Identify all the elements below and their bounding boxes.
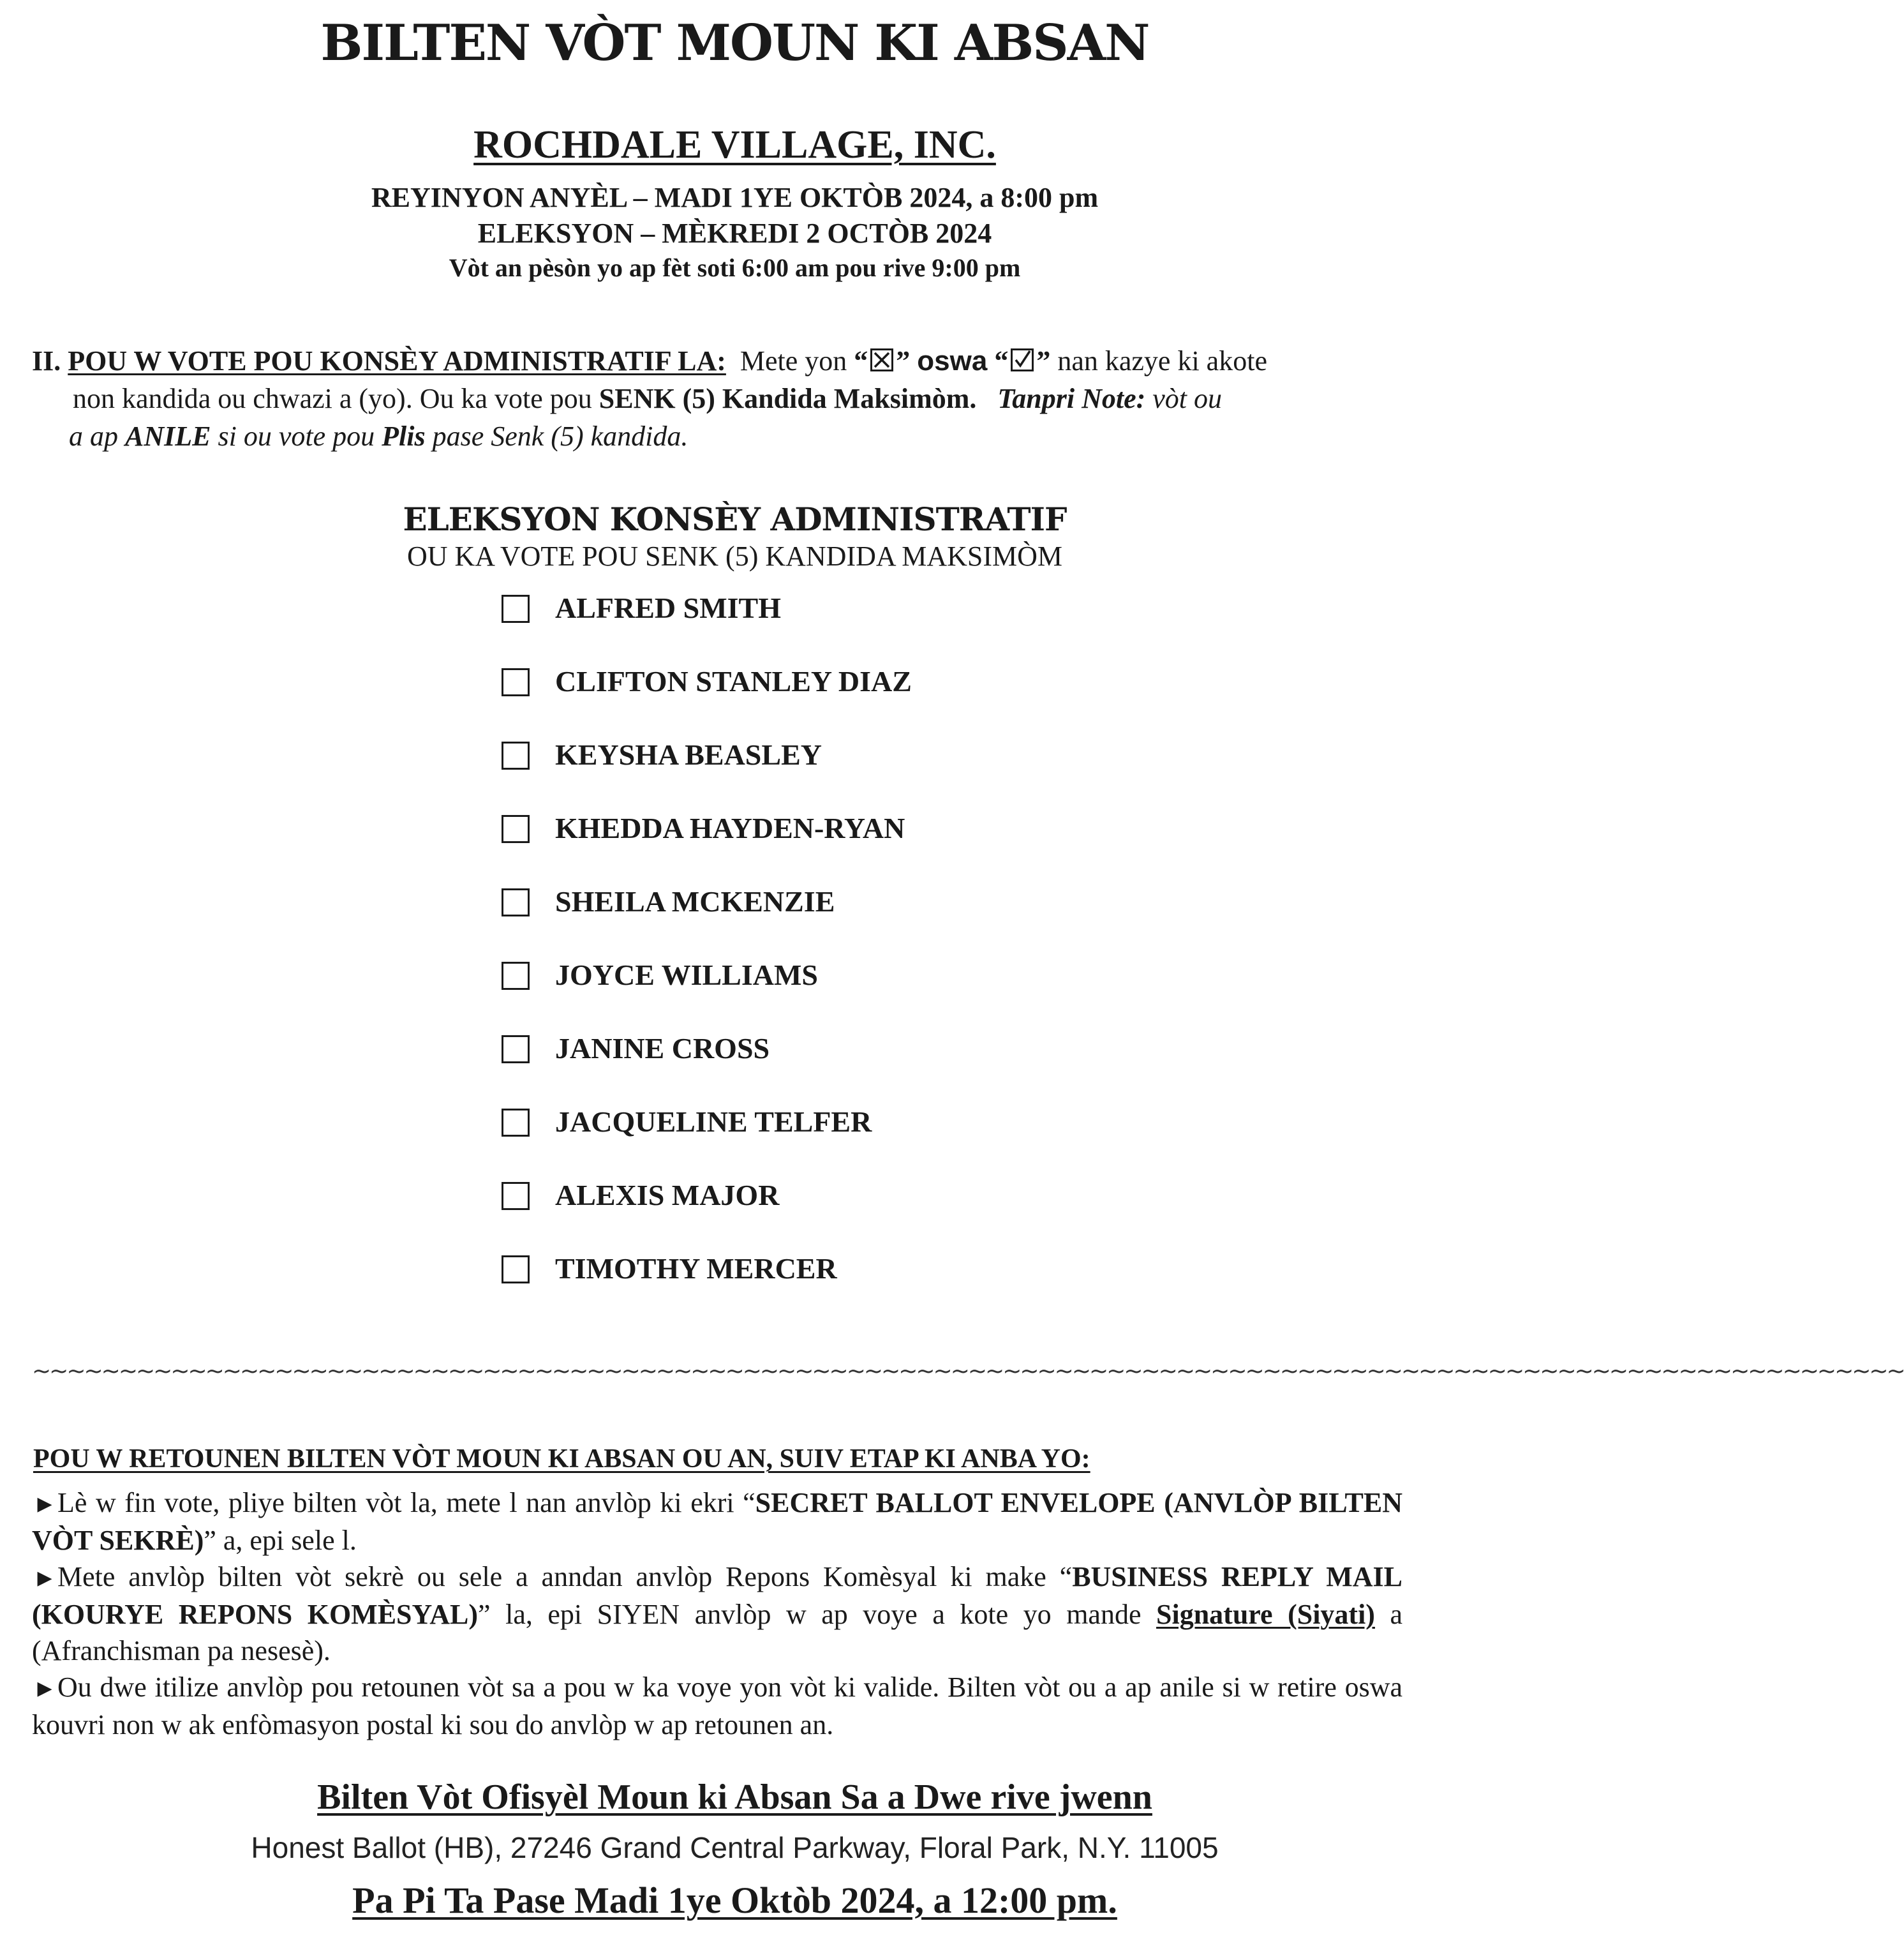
note-text-b: si ou vote pou [218, 421, 375, 452]
check-mark-icon [1011, 348, 1034, 371]
return-step-2 [32, 1559, 1402, 1669]
voting-instructions: II. POU W VOTE POU KONSÈY ADMINISTRATIF LA: Mete yon “ ” oswa “ ” nan kazye ki akote non kandida ou chwazi a (yo). Ou ka vote pou SENK (5) Kandida Maksimòm. Tanpri Note: vòt ou a ap ANILE si ou vote pou Plis pase Senk (5) kandida. [32, 345, 1267, 452]
candidate-checkbox[interactable] [502, 1035, 530, 1063]
step1-end: ” a, epi sele l. [204, 1525, 357, 1556]
organization-name: ROCHDALE VILLAGE, INC. [473, 123, 996, 167]
note-label: Tanpri Note: [997, 383, 1146, 414]
note-plis: Plis [382, 421, 426, 452]
note-anile: ANILE [125, 421, 211, 452]
return-step-1 [32, 1484, 1402, 1559]
step2-end: a (Afranchisman pa nesesè). [32, 1599, 1403, 1666]
candidate-checkbox[interactable] [502, 595, 530, 623]
step1-bold: SECRET BALLOT ENVELOPE (ANVLÒP BILTEN VÒT SEKRÈ) [32, 1487, 1402, 1556]
return-step-3 [32, 1669, 1402, 1743]
ballot-title: BILTEN VÒT MOUN KI ABSAN [320, 14, 1149, 72]
candidate-name: SHEILA MCKENZIE [555, 885, 835, 918]
candidate-checkbox[interactable] [502, 1182, 530, 1210]
candidate-name: JOYCE WILLIAMS [555, 959, 818, 991]
footer-title: Bilten Vòt Ofisyèl Moun ki Absan Sa a Dwe rive jwenn [317, 1777, 1152, 1817]
candidate-name: TIMOTHY MERCER [555, 1252, 837, 1285]
max-candidates: SENK (5) Kandida Maksimòm. [599, 383, 977, 414]
candidate-checkbox[interactable] [502, 742, 530, 770]
step3-text: Ou dwe itilize anvlòp pou retounen vòt sa a pou w ka voye yon vòt ki valide. Bilten vòt ou a ap anile si w retire oswa kouvri non w ak enfòmasyon postal ki sou do anvlòp w ap retounen an. [32, 1671, 1402, 1740]
candidate-checkbox[interactable] [502, 962, 530, 990]
instructions-text: Mete yon [740, 345, 847, 377]
instructions-line2: non kandida ou chwazi a (yo). Ou ka vote pou [73, 383, 592, 414]
step2-bold: BUSINESS REPLY MAIL (KOURYE REPONS KOMÈSYAL) [32, 1561, 1402, 1630]
footer-address: Honest Ballot (HB), 27246 Grand Central Parkway, Floral Park, N.Y. 11005 [251, 1831, 1219, 1864]
note-text: vòt ou [1152, 383, 1223, 414]
instructions-heading: POU W VOTE POU KONSÈY ADMINISTRATIF LA: [68, 345, 726, 377]
election-date: ELEKSYON – MÈKREDI 2 OCTÒB 2024 [477, 218, 992, 249]
candidate-name: ALFRED SMITH [555, 592, 781, 624]
candidate-checkbox[interactable] [502, 668, 530, 696]
arrow-right-icon: ▶ [37, 1567, 52, 1589]
step2-signature: Signature (Siyati) [1156, 1599, 1375, 1630]
tilde-divider: ~~~~~~~~~~~~~~~~~~~~~~~~~~~~~~~~~~~~~~~~~~~~~~~~~~~~~~~~~~~~~~~~~~~~~~~~~~~~~~~~~~~~~~~~~~~~~~~~~~~~~~~~~~~~ [32, 1358, 1904, 1384]
arrow-right-icon: ▶ [37, 1493, 52, 1515]
note-text-c: pase Senk (5) kandida. [432, 421, 688, 452]
return-instructions-heading: POU W RETOUNEN BILTEN VÒT MOUN KI ABSAN OU AN, SUIV ETAP KI ANBA YO: [33, 1444, 1090, 1474]
candidate-name: CLIFTON STANLEY DIAZ [555, 665, 912, 698]
candidate-checkbox[interactable] [502, 815, 530, 843]
return-steps [32, 1484, 1402, 1743]
step1-text: Lè w fin vote, pliye bilten vòt la, mete l nan anvlòp ki ekri “ [57, 1487, 755, 1518]
candidate-name: KEYSHA BEASLEY [555, 738, 822, 771]
ballot-section-title: ELEKSYON KONSÈY ADMINISTRATIF [403, 500, 1067, 538]
step2-mid: ” la, epi SIYEN anvlòp w ap voye a kote yo mande [478, 1599, 1142, 1630]
footer-deadline: Pa Pi Ta Pase Madi 1ye Oktòb 2024, a 12:00 pm. [352, 1880, 1117, 1921]
candidate-name: KHEDDA HAYDEN-RYAN [555, 812, 905, 844]
arrow-right-icon: ▶ [37, 1677, 52, 1700]
section-number: II. [32, 345, 61, 377]
meeting-date: REYINYON ANYÈL – MADI 1YE OKTÒB 2024, a 8:00 pm [371, 182, 1099, 213]
candidate-checkbox[interactable] [502, 1109, 530, 1137]
x-mark-icon [870, 348, 893, 371]
note-text-a: a ap [69, 421, 118, 452]
candidate-name: JACQUELINE TELFER [555, 1105, 872, 1138]
ballot-section-subtitle: OU KA VOTE POU SENK (5) KANDIDA MAKSIMÒM [406, 541, 1063, 572]
voting-hours: Vòt an pèsòn yo ap fèt soti 6:00 am pou rive 9:00 pm [449, 253, 1021, 282]
or-word: oswa [917, 345, 988, 377]
instructions-text-2: nan kazye ki akote [1057, 345, 1267, 377]
candidate-name: ALEXIS MAJOR [555, 1179, 780, 1211]
step2-text: Mete anvlòp bilten vòt sekrè ou sele a anndan anvlòp Repons Komèsyal ki make “ [57, 1561, 1073, 1592]
candidate-checkbox[interactable] [502, 1255, 530, 1283]
candidate-checkbox[interactable] [502, 888, 530, 916]
candidate-name: JANINE CROSS [555, 1032, 770, 1065]
